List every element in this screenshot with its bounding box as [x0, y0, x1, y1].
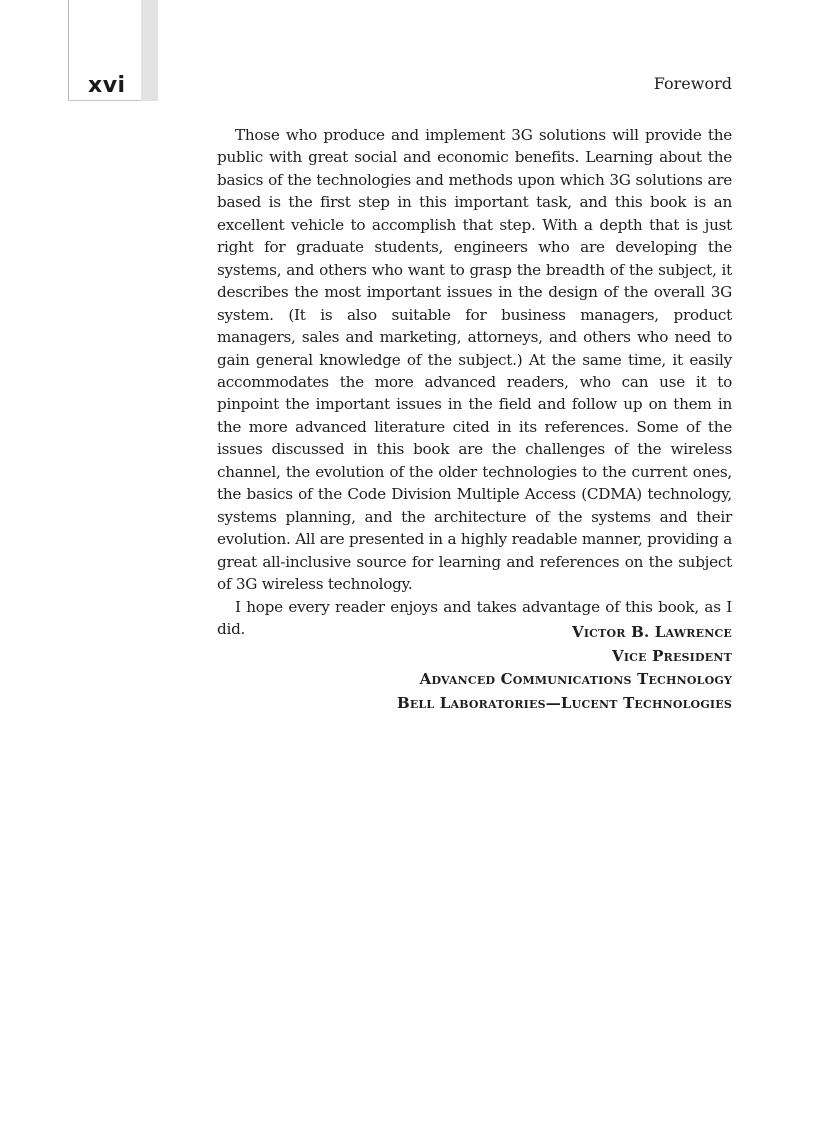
tab-rule-left [68, 0, 69, 101]
signature-block [397, 621, 732, 715]
page-number: xvi [88, 73, 126, 98]
signature-name: Victor B. Lawrence [572, 623, 732, 641]
foreword-body [217, 124, 732, 640]
signature-department: Advanced Communications Technology [419, 670, 732, 688]
signature-title: Vice President [611, 646, 732, 665]
paragraph: I hope every reader enjoys and takes advantage of this book, as I did. [217, 597, 732, 638]
tab-strip [141, 0, 158, 101]
paragraph: Those who produce and implement 3G solutions will provide the public with great social and economic benefits. Learning about the basics of the technologies and methods upon which 3G solutions are based is the first step in this important task, and this book is an excellent vehicle to accomplish that step. With a depth that is just right for graduate students, engineers who are developing the systems, and others who want to grasp the breadth of the subject, it describes the most important issues in the design of the overall 3G system. (It is also suitable for business managers, product managers, sales and marketing, attorneys, and others who need to gain general knowledge of the subject.) At the same time, it easily accommodates the more advanced readers, who can use it to pinpoint the important issues in the field and follow up on them in the more advanced literature cited in its references. Some of the issues discussed in this book are the challenges of the wireless channel, the evolution of the older technologies to the current ones, the basics of the Code Division Multiple Access (CDMA) technology, systems planning, and the architecture of the systems and their evolution. All are presented in a highly readable manner, providing a great all-inclusive source for learning and references on the subject of 3G wireless technology. [217, 126, 732, 594]
running-head: Foreword [653, 74, 732, 93]
signature-organization: Bell Laboratories—Lucent Technologies [396, 693, 732, 712]
